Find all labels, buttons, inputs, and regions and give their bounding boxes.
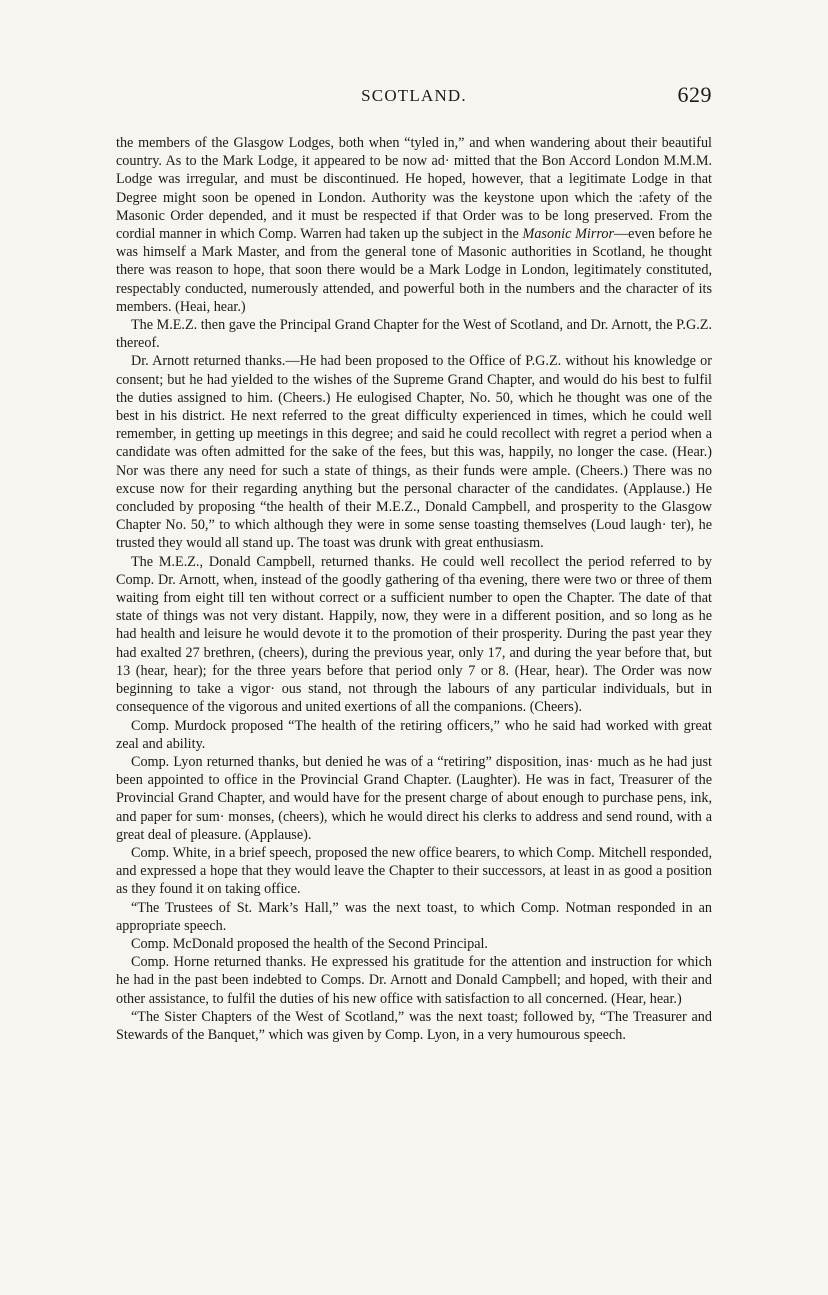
paragraph: Dr. Arnott returned thanks.—He had been proposed to the Office of P.G.Z. without his knowledge or consent; but he had yielded to the wishes of the Supreme Grand Chapter, and would do his best to fulfil the duties assigned to him. (Cheers.) He eulogised Chapter, No. 50, which he thought was one of the best in his district. He next referred to the great difficulty experienced in times, which he could well remember, in getting up meetings in this degree; and said he could recollect with regret a period when a candidate was often admitted for the sake of the fees, but this was, happily, no longer the case. (Hear.) Nor was there any need for such a state of things, as their funds were ample. (Cheers.) There was no excuse now for their regarding anything but the personal character of the candidates. (Applause.) He concluded by proposing “the health of their M.E.Z., Donald Campbell, and prosperity to the Glasgow Chapter No. 50,” to which although they were in some sense toasting themselves (Loud laugh· ter), he trusted they would all stand up. The toast was drunk with great enthusiasm. xyxy=(116,353,712,552)
article-body xyxy=(116,134,712,1044)
paragraph: Comp. White, in a brief speech, proposed the new office bearers, to which Comp. Mitchell responded, and expressed a hope that they would leave the Chapter to their successors, at least in as good a position as they found it on taking office. xyxy=(116,844,712,898)
page-number: 629 xyxy=(677,82,712,107)
running-title: SCOTLAND. xyxy=(361,86,467,105)
journal-title: Masonic Mirror xyxy=(522,226,614,243)
paragraph: Comp. McDonald proposed the health of the Second Principal. xyxy=(131,935,488,952)
paragraph: “The Trustees of St. Mark’s Hall,” was the next toast, to which Comp. Notman responded in an appropriate speech. xyxy=(116,899,712,934)
running-header xyxy=(116,82,712,108)
paragraph: Comp. Horne returned thanks. He expressed his gratitude for the attention and instruction for which he had in the past been indebted to Comps. Dr. Arnott and Donald Campbell; and hoped, with their and other assistance, to fulfil the duties of his new office with satisfaction to all concerned. (Hear, hear.) xyxy=(116,954,712,1007)
paragraph: The M.E.Z. then gave the Principal Grand Chapter for the West of Scotland, and Dr. Arnott, the P.G.Z. thereof. xyxy=(116,317,712,352)
paragraph: Comp. Murdock proposed “The health of the retiring officers,” who he said had worked with great zeal and ability. xyxy=(116,717,712,752)
paragraph: The M.E.Z., Donald Campbell, returned thanks. He could well recollect the period referred to by Comp. Dr. Arnott, when, instead of the goodly gathering of tha evening, there were two or three of them waiting from eight till ten without correct or a sufficient number to open the Chapter. The date of that state of things was not very distant. Happily, now, they were in a different position, and so long as he had health and leisure he would devote it to the promotion of their prosperity. During the past year they had exalted 27 brethren, (cheers), during the previous year, only 17, and during the year before that, but 13 (hear, hear); for the three years before that period only 7 or 8. (Hear, hear). The Order was now beginning to take a vigor· ous stand, not through the labours of any particular individuals, but in consequence of the vigorous and united exertions of all the companions. (Cheers). xyxy=(116,553,712,716)
paragraph: Comp. Lyon returned thanks, but denied he was of a “retiring” disposition, inas· much as he had just been appointed to office in the Provincial Grand Chapter. (Laughter). He was in fact, Treasurer of the Provincial Grand Chapter, and would have for the present charge of about enough to purchase pens, ink, and paper for sum· monses, (cheers), which he would direct his clerks to address and send round, with a great deal of pleasure. (Applause). xyxy=(116,753,712,843)
paragraph: “The Sister Chapters of the West of Scotland,” was the next toast; followed by, “The Treasurer and Stewards of the Banquet,” which was given by Comp. Lyon, in a very humourous speech. xyxy=(116,1008,712,1043)
paragraph-continuation: the members of the Glasgow Lodges, both when “tyled in,” and when wandering about their beautiful country. As to the Mark Lodge, it appeared to be now ad· mitted that the Bon Accord London M.M.M. Lodge was irregular, and must be discontinued. He hoped, however, that a legitimate Lodge in that Degree might soon be opened in London. Authority was the keystone upon which the :afety of the Masonic Order depended, and it must be respected if that Order was to be long preserved. From the cordial manner in which Comp. Warren had taken up the subject in the Masonic Mirror—even before he was himself a Mark Master, and from the general tone of Masonic authorities in Scotland, he thought there was reason to hope, that soon there would be a Mark Lodge in London, legitimately constituted, respectably conducted, numerously attended, and powerful both in the numbers and the character of its members. (Heai, hear.) xyxy=(116,135,712,315)
